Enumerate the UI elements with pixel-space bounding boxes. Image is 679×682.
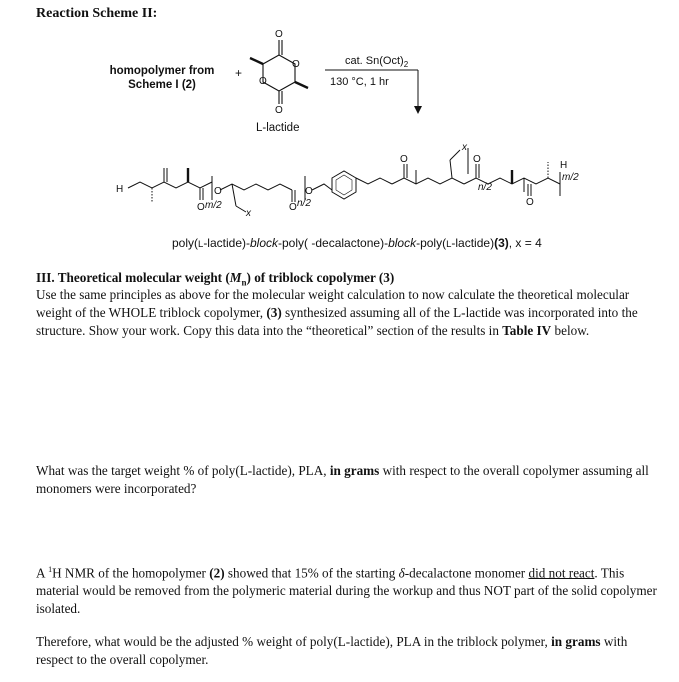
product-h-left: H [116,184,124,195]
scheme-heading: Reaction Scheme II: [36,6,158,21]
lactide-o-ring-right: O [292,59,300,70]
product-structure [128,148,560,212]
product-m2-right: m/2 [562,172,579,183]
catalyst-label: cat. $Sn(Oct)_2$ [345,55,409,70]
product-o-7: O [526,197,534,208]
product-n2-left: n/2 [297,198,311,209]
arrow-head [414,106,422,114]
product-o-2: O [214,186,222,197]
lactide-o-bottom: O [275,105,283,116]
lactide-structure [250,40,308,104]
product-h-right: H [560,160,568,171]
question-nmr-note: A $^1$H NMR of the homopolymer (2) showed that 15% of the starting δ-decalactone monomer did not react. This material would be removed from the polymeric material during the workup and thus NOT part of the solid copolymer isolated. [36,565,657,617]
plus-sign: + [235,66,243,80]
product-x-right: x [462,142,467,153]
conditions-label: 130 °C, 1 hr [330,76,389,88]
product-n2-right: n/2 [478,182,492,193]
lactide-o-top: O [275,29,283,40]
product-o-4: O [305,186,313,197]
product-m2-left: m/2 [205,200,222,211]
reactant-label: homopolymer from Scheme I (2) [109,65,215,91]
section-instructions: Use the same principles as above for the molecular weight calculation to now calculate the theoretical molecular weight of the WHOLE triblock copolymer, (3) synthesized assuming all of the L-lactide was incorporated into the structure. Show your work. Copy this data into the “theoretical” section of the results in Table IV below. [36,287,638,338]
product-o-1: O [197,202,205,213]
product-o-3: O [289,202,297,213]
product-caption: poly(L-lactide)-block-poly( -decalactone)-block-poly(L-lactide)(3), x = 4 [172,236,542,250]
question-adjusted-weight: Therefore, what would be the adjusted % weight of poly(L-lactide), PLA in the triblock polymer, in grams with respect to the overall copolymer. [36,634,628,667]
reaction-scheme-drawing [0,0,679,260]
product-o-5: O [400,154,408,165]
product-o-6: O [473,154,481,165]
lactide-o-ring-left: O [259,76,267,87]
lactide-label: L-lactide [256,122,300,134]
question-target-weight: What was the target weight % of poly(L-lactide), PLA, in grams with respect to the overall copolymer assuming all monomers were incorporated? [36,463,649,496]
section-title: III. Theoretical molecular weight $(M_n)$ of triblock copolymer (3) [36,270,395,288]
product-x-left: x [246,208,251,219]
